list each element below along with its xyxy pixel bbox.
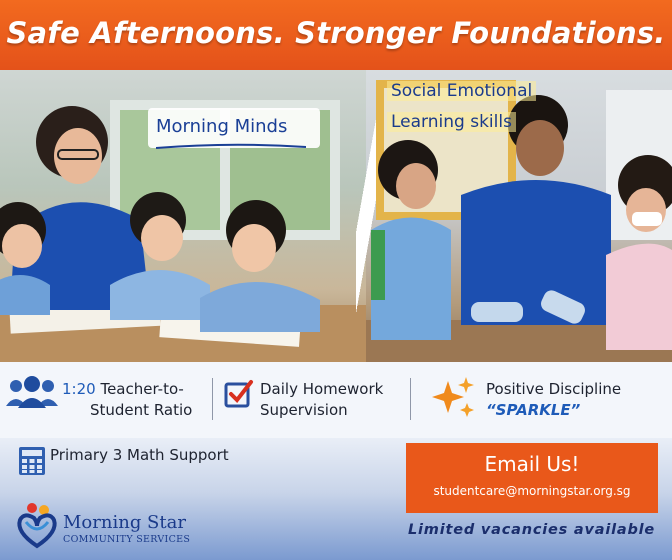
logo-subtitle: COMMUNITY SERVICES xyxy=(63,534,191,545)
email-address-link[interactable]: studentcare@morningstar.org.sg xyxy=(433,484,631,498)
logo-name: Morning Star xyxy=(63,512,186,533)
feature-separator xyxy=(212,378,213,420)
ratio-label-line2: Student Ratio xyxy=(90,401,193,419)
discipline-line1: Positive Discipline xyxy=(486,380,622,398)
vacancies-note: Limited vacancies available xyxy=(408,522,656,538)
ratio-label-line1: Teacher-to- xyxy=(95,380,184,398)
photo-divider xyxy=(356,70,376,362)
homework-line2: Supervision xyxy=(260,401,348,419)
feature-homework xyxy=(260,379,383,421)
feature-discipline xyxy=(486,379,621,421)
ratio-value: 1:20 xyxy=(62,380,96,398)
feature-ratio xyxy=(62,379,192,421)
email-cta-title[interactable]: Email Us! xyxy=(484,452,580,476)
feature-separator xyxy=(410,378,411,420)
people-group-icon xyxy=(6,376,58,410)
calculator-icon xyxy=(18,446,46,476)
sparkle-stars-icon xyxy=(428,375,476,419)
homework-line1: Daily Homework xyxy=(260,380,384,398)
discipline-line2: “SPARKLE” xyxy=(486,401,581,419)
math-support-label: Primary 3 Math Support xyxy=(50,446,229,464)
headline: Safe Afternoons. Stronger Foundations. xyxy=(6,16,666,50)
caption-sel-line2: Learning skills xyxy=(387,112,516,132)
caption-sel-line1: Social Emotional xyxy=(387,81,536,101)
morning-star-logo xyxy=(12,500,62,550)
caption-underline xyxy=(156,142,306,150)
checkbox-check-icon xyxy=(224,378,254,408)
caption-morning-minds: Morning Minds xyxy=(156,116,288,137)
